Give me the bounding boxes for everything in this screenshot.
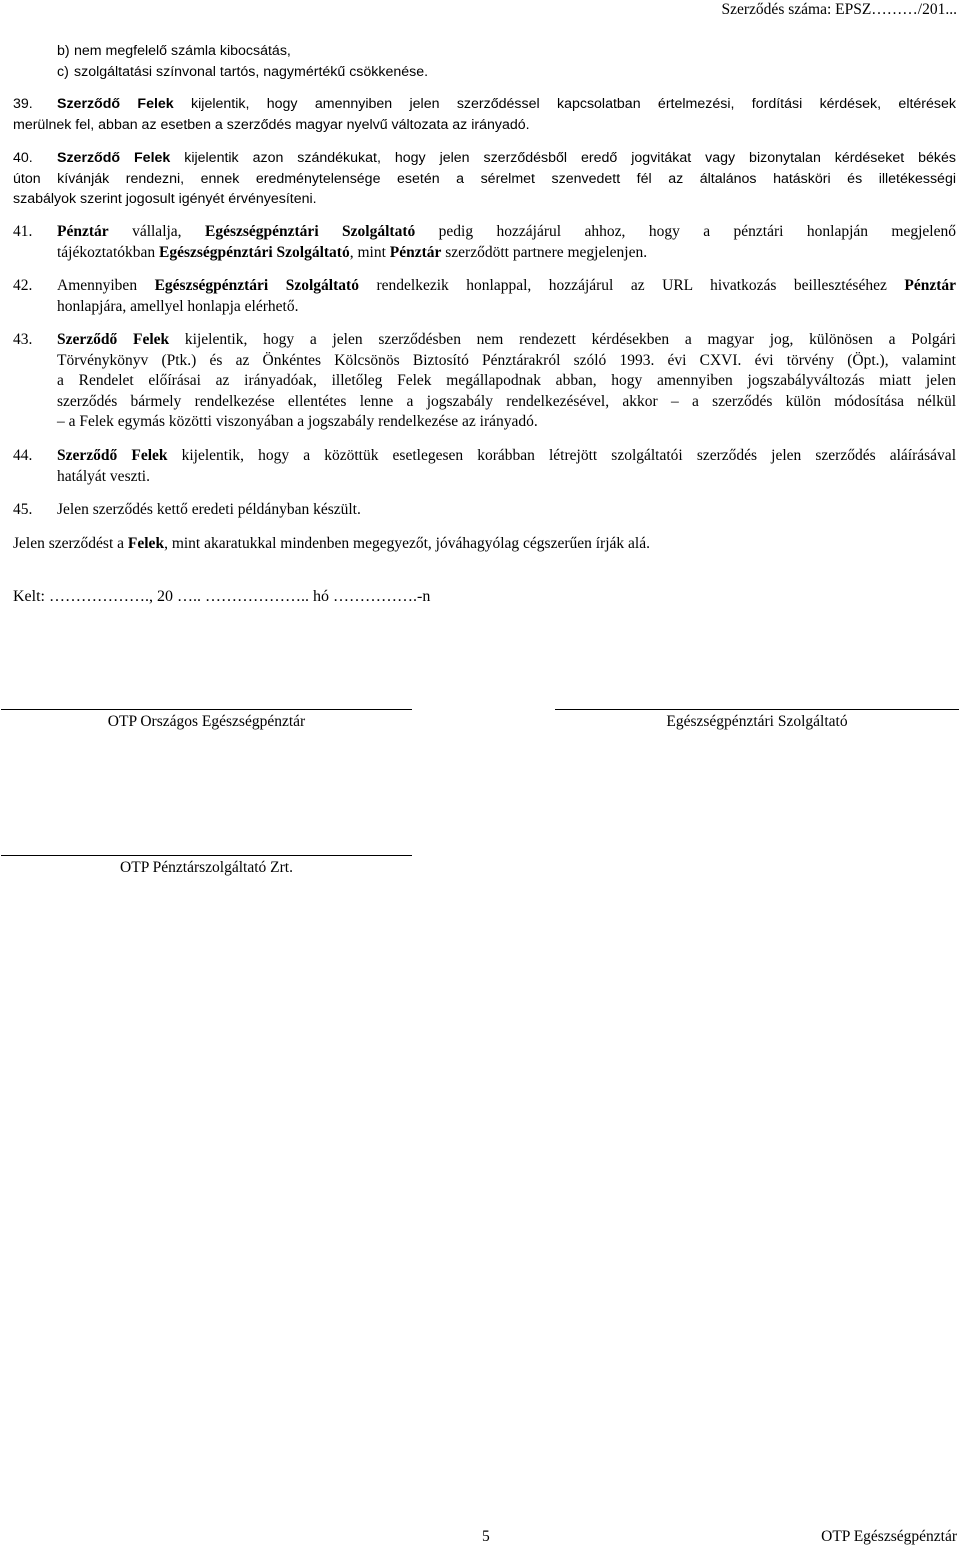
list-item-label: c) (57, 64, 69, 80)
closing-statement (13, 534, 956, 555)
paragraph-number: 42. (13, 277, 33, 294)
bold-term: Szerződő Felek (57, 96, 174, 112)
bold-term: Pénztár (904, 277, 957, 294)
signature-label-left: OTP Országos Egészségpénztár (107, 713, 306, 730)
bold-term: Pénztár (389, 243, 442, 261)
bold-term: Egészségpénztári Szolgáltató (204, 223, 416, 240)
signature-line-left (1, 709, 412, 710)
text-run: kijelentik, hogy a közöttük esetlegesen korábban létrejött szolgáltatói szerződés jelen szerződés aláírásával (167, 447, 956, 464)
text-line: kijelentik, hogy amennyiben jelen szerződéssel kapcsolatban értelmezési, fordítási kérdések, eltérések (173, 96, 956, 112)
text-line: szabályok szerint jogosult igényét érvényesíteni. (13, 191, 317, 207)
signature-line-right (555, 709, 959, 710)
text-run: szerződött partnere megjelenjen. (441, 243, 648, 261)
list-item (57, 62, 428, 82)
signature-label-right: Egészségpénztári Szolgáltató (666, 713, 848, 730)
bold-term: Egészségpénztári Szolgáltató (159, 243, 350, 261)
paragraph-number: 39. (13, 96, 33, 112)
bold-term: Pénztár (57, 223, 109, 240)
paragraph-40 (13, 148, 956, 210)
paragraph-number: 45. (13, 501, 33, 518)
signature-line-bottom (1, 855, 412, 856)
signature-label-bottom: OTP Pénztárszolgáltató Zrt. (120, 859, 293, 876)
text-line: Törvénykönyv (Ptk.) és az Önkéntes Kölcsönös Biztosító Pénztárakról szóló 1993. évi CXVI. évi törvény (Öpt.), valamint (57, 351, 956, 369)
list-item-label: b) (57, 43, 70, 59)
text-run: , mint akaratukkal mindenben megegyezőt, jóváhagyólag cégszerűen írják alá. (164, 535, 650, 552)
bold-term: Szerződő Felek (57, 331, 170, 348)
bold-term: Egészségpénztári Szolgáltató (154, 277, 359, 294)
date-line: Kelt: ………………., 20 ….. ……………….. hó …………….-n (13, 588, 431, 605)
list-item (57, 41, 291, 61)
text-line: merülnek fel, abban az esetben a szerződés magyar nyelvű változata az irányadó. (13, 116, 530, 133)
text-line: úton kívánják rendezni, ennek eredménytelensége esetén a sérelmet szenvedett fél az általános hatásköri és illetékességi (13, 170, 956, 187)
text-run: pedig hozzájárul ahhoz, hogy a pénztári honlapján megjelenő (415, 223, 956, 240)
paragraph-45 (13, 500, 956, 522)
list-item-text: nem megfelelő számla kibocsátás, (74, 43, 291, 59)
text-line: a Rendelet előírásai az irányadóak, illetőleg Felek megállapodnak abban, hogy amennyiben jogszabályváltozás miatt jelen (57, 372, 956, 389)
paragraph-number: 43. (13, 331, 33, 348)
text-run: tájékoztatókban (57, 243, 159, 261)
text-run: kijelentik, hogy a jelen szerződésben nem rendezett kérdésekben a magyar jog, különösen a Polgári (169, 331, 956, 348)
text-run: rendelkezik honlappal, hozzájárul az URL hivatkozás beillesztéséhez (358, 277, 905, 294)
bold-term: Felek (127, 535, 165, 552)
list-item-text: szolgáltatási színvonal tartós, nagymértékű csökkenése. (74, 64, 429, 80)
paragraph-number: 41. (13, 223, 33, 240)
footer-brand: OTP Egészségpénztár (821, 1528, 957, 1545)
text-line: – a Felek egymás közötti viszonyában a jogszabály rendelkezése az irányadó. (57, 413, 538, 430)
text-run: , mint (349, 243, 390, 261)
text-line: hatályát veszti. (57, 467, 150, 485)
paragraph-39 (13, 94, 956, 135)
paragraph-number: 44. (13, 447, 33, 464)
text-line: szerződés bármely rendelkezése ellentétes lenne a jogszabály rendelkezésével, akkor – a szerződés külön módosítása nélkül (57, 392, 956, 410)
text-run: Amennyiben (57, 277, 155, 294)
page-number: 5 (482, 1528, 490, 1545)
paragraph-42 (13, 276, 956, 326)
text-line: honlapjára, amellyel honlapja elérhető. (57, 297, 299, 315)
paragraph-43 (13, 330, 956, 440)
text-line: Jelen szerződés kettő eredeti példányban készült. (57, 501, 361, 518)
text-run: Jelen szerződést a (13, 535, 128, 552)
contract-number: Szerződés száma: EPSZ………/201... (721, 1, 957, 18)
text-run: vállalja, (108, 223, 205, 240)
paragraph-41 (13, 222, 956, 272)
text-line: kijelentik azon szándékukat, hogy jelen szerződésből eredő jogvitákat vagy bizonytalan kérdéseket békés (170, 150, 956, 166)
bold-term: Szerződő Felek (57, 447, 168, 464)
bold-term: Szerződő Felek (57, 150, 171, 166)
paragraph-44 (13, 446, 956, 496)
paragraph-number: 40. (13, 150, 33, 166)
